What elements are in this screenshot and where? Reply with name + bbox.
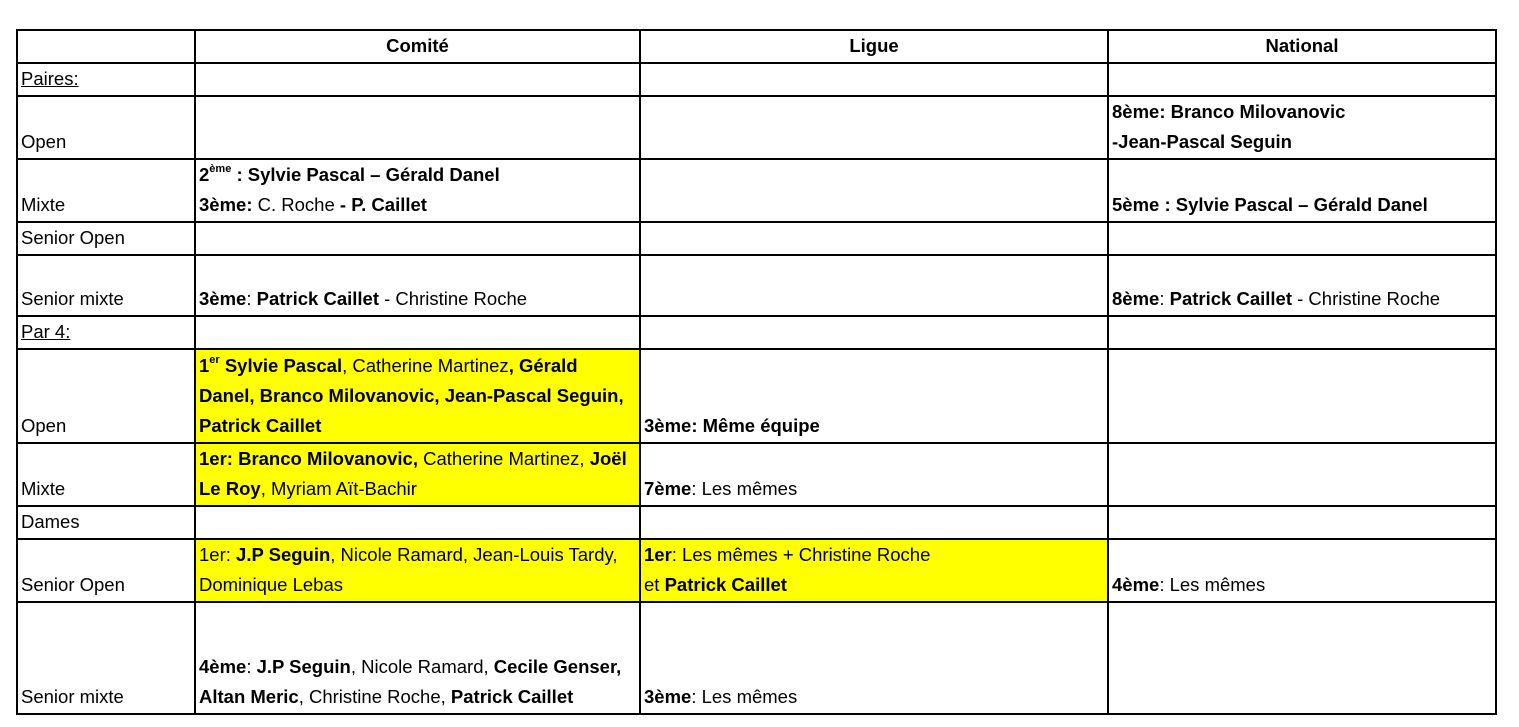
- cell-text: er: [209, 354, 220, 366]
- table-row: [17, 443, 1496, 506]
- cell-comite: [195, 316, 640, 349]
- category-label: Senior mixte: [21, 686, 124, 707]
- header-cell-category: [17, 30, 195, 63]
- cell-text: 1er:: [199, 544, 237, 565]
- cell-national: [1108, 602, 1496, 714]
- cell-text: Patrick Caillet: [664, 574, 787, 595]
- table-row: [17, 96, 1496, 159]
- table-row: [17, 602, 1496, 714]
- cell-ligue: [640, 506, 1108, 539]
- cell-comite: [195, 349, 640, 443]
- cell-text: 3ème: Même équipe: [644, 415, 820, 436]
- cell-text: , Nicole Ramard,: [350, 656, 494, 677]
- cell-national: [1108, 96, 1496, 159]
- cell-text: Joël Le Roy: [199, 448, 627, 499]
- cell-ligue: [640, 63, 1108, 96]
- cell-text: :: [1159, 288, 1170, 309]
- cell-text: , Gérald Danel, Branco Milovanovic, Jean-Pascal Seguin, Patrick Caillet: [199, 355, 624, 436]
- cell-text: :: [246, 288, 257, 309]
- cell-text: Cecile Genser, Altan Meric: [199, 656, 622, 707]
- cell-text: 8ème: Branco Milovanovic: [1112, 101, 1346, 122]
- header-row: [17, 30, 1496, 63]
- category-label: Open: [21, 131, 67, 152]
- cell-text: J.P Seguin: [236, 544, 331, 565]
- cell-text: Catherine Martinez,: [417, 448, 590, 469]
- row-label-cell: [17, 602, 195, 714]
- row-label-cell: [17, 255, 195, 316]
- cell-text: - Christine Roche: [1291, 288, 1441, 309]
- cell-text: : Les mêmes + Christine Roche: [671, 544, 931, 565]
- table-row: [17, 506, 1496, 539]
- section-label: Paires:: [21, 68, 79, 89]
- results-table: [16, 29, 1497, 715]
- table-row: [17, 255, 1496, 316]
- cell-text: , Christine Roche,: [298, 686, 451, 707]
- category-label: Mixte: [21, 194, 66, 215]
- category-label: Senior Open: [21, 574, 125, 595]
- cell-national: [1108, 159, 1496, 222]
- cell-ligue: [640, 159, 1108, 222]
- row-label-cell: [17, 539, 195, 602]
- cell-text: -Jean-Pascal Seguin: [1112, 131, 1292, 152]
- cell-text: J.P Seguin: [256, 656, 351, 677]
- cell-comite: [195, 506, 640, 539]
- cell-text: Patrick Caillet: [450, 686, 574, 707]
- row-label-cell: [17, 96, 195, 159]
- cell-text: 7ème: [644, 478, 692, 499]
- cell-text: :: [246, 656, 257, 677]
- cell-comite: [195, 159, 640, 222]
- cell-text: 4ème: [199, 656, 247, 677]
- cell-ligue: [640, 222, 1108, 255]
- cell-text: Sylvie Pascal: [219, 355, 343, 376]
- cell-comite: [195, 96, 640, 159]
- cell-comite: [195, 443, 640, 506]
- cell-national: [1108, 506, 1496, 539]
- cell-text: 3ème:: [199, 194, 253, 215]
- cell-comite: [195, 539, 640, 602]
- cell-text: Patrick Caillet: [256, 288, 379, 309]
- cell-text: , Catherine Martinez: [342, 355, 509, 376]
- category-label: Senior Open: [21, 227, 125, 248]
- results-table-body: [17, 30, 1496, 714]
- cell-national: [1108, 349, 1496, 443]
- cell-national: [1108, 255, 1496, 316]
- cell-national: [1108, 222, 1496, 255]
- cell-comite: [195, 255, 640, 316]
- row-label-cell: [17, 316, 195, 349]
- category-label: Mixte: [21, 478, 66, 499]
- cell-comite: [195, 63, 640, 96]
- cell-text: 1er: Branco Milovanovic,: [199, 448, 418, 469]
- row-label-cell: [17, 349, 195, 443]
- cell-text: 4ème: [1112, 574, 1160, 595]
- cell-text: : Les mêmes: [1159, 574, 1266, 595]
- header-cell-national: National: [1108, 30, 1496, 63]
- cell-comite: [195, 222, 640, 255]
- cell-text: , Nicole Ramard, Jean-Louis Tardy, Dominique Lebas: [199, 544, 618, 595]
- category-label: Dames: [21, 511, 80, 532]
- cell-ligue: [640, 255, 1108, 316]
- row-label-cell: [17, 159, 195, 222]
- cell-ligue: [640, 443, 1108, 506]
- table-row: [17, 539, 1496, 602]
- cell-national: [1108, 443, 1496, 506]
- cell-text: et: [644, 574, 665, 595]
- cell-ligue: [640, 349, 1108, 443]
- cell-text: 8ème: [1112, 288, 1160, 309]
- row-label-cell: [17, 63, 195, 96]
- cell-text: : Les mêmes: [691, 478, 798, 499]
- cell-text: Patrick Caillet: [1169, 288, 1292, 309]
- cell-text: 1er: [644, 544, 672, 565]
- cell-ligue: [640, 316, 1108, 349]
- cell-ligue: [640, 602, 1108, 714]
- table-row: [17, 222, 1496, 255]
- cell-national: [1108, 316, 1496, 349]
- cell-text: 1: [199, 355, 210, 376]
- row-label-cell: [17, 506, 195, 539]
- cell-text: 5ème : Sylvie Pascal – Gérald Danel: [1112, 194, 1428, 215]
- cell-text: : Sylvie Pascal – Gérald Danel: [231, 164, 500, 185]
- cell-text: - P. Caillet: [339, 194, 427, 215]
- table-row: [17, 349, 1496, 443]
- section-label: Par 4:: [21, 321, 71, 342]
- cell-text: : Les mêmes: [691, 686, 798, 707]
- category-label: Senior mixte: [21, 288, 124, 309]
- header-cell-ligue: Ligue: [640, 30, 1108, 63]
- cell-text: , Myriam Aït-Bachir: [260, 478, 417, 499]
- table-row: [17, 63, 1496, 96]
- cell-text: ème: [209, 163, 232, 175]
- category-label: Open: [21, 415, 67, 436]
- cell-ligue: [640, 539, 1108, 602]
- header-cell-comite: Comité: [195, 30, 640, 63]
- cell-national: [1108, 539, 1496, 602]
- cell-ligue: [640, 96, 1108, 159]
- cell-text: C. Roche: [252, 194, 340, 215]
- row-label-cell: [17, 443, 195, 506]
- table-row: [17, 159, 1496, 222]
- cell-text: - Christine Roche: [378, 288, 528, 309]
- cell-text: 2: [199, 164, 210, 185]
- table-row: [17, 316, 1496, 349]
- cell-text: 3ème: [199, 288, 247, 309]
- row-label-cell: [17, 222, 195, 255]
- cell-national: [1108, 63, 1496, 96]
- cell-comite: [195, 602, 640, 714]
- cell-text: 3ème: [644, 686, 692, 707]
